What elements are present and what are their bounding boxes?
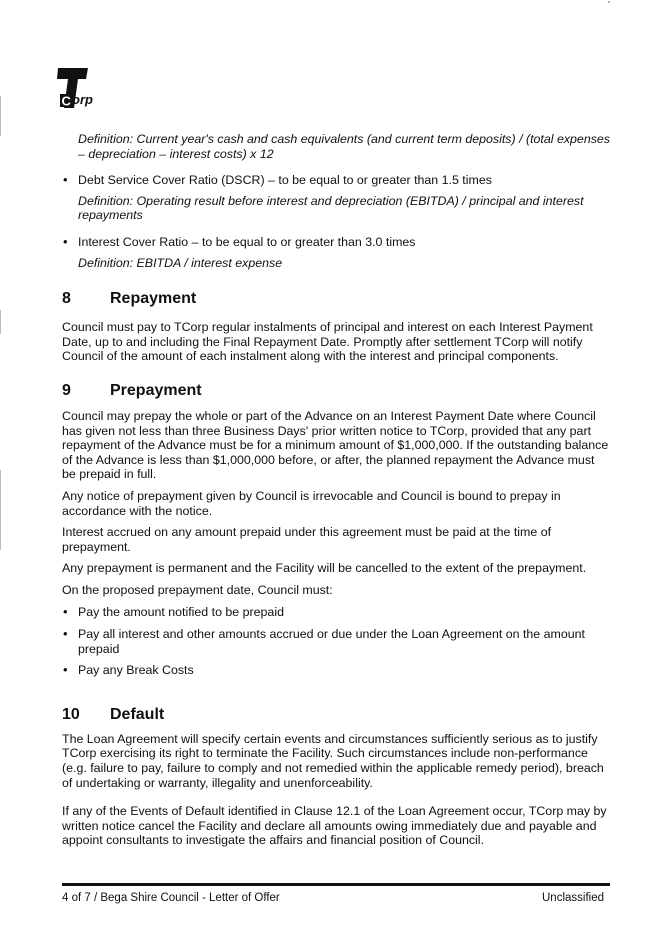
definition-dscr: Definition: Operating result before interest and depreciation (EBITDA) / principal and interest repayments [78,193,584,223]
definition-cash-ratio: Definition: Current year's cash and cash equivalents (and current term deposits) / (total expenses – depreciation – interest costs) x 12 [78,132,610,161]
tcorp-logo [54,66,104,110]
repayment-paragraph: Council must pay to TCorp regular instalments of principal and interest on each Interest Payment Date, up to and including the Final Repayment Date. Promptly after settlement TCorp will notify Council of the amount of each instalment along with the interest and principal components. [62,320,593,364]
logo-text: orp [72,92,93,107]
prepayment-paragraph-2: Any notice of prepayment given by Council is irrevocable and Council is bound to prepay in accordance with the notice. [62,488,561,518]
margin-mark [0,96,1,136]
heading-default [62,706,610,724]
bullet-interest-cover: • Interest Cover Ratio – to be equal to or greater than 3.0 times [62,235,610,250]
footer-page-info: 4 of 7 / Bega Shire Council - Letter of Offer [62,892,280,904]
svg-text:C: C [61,93,71,109]
section-number: 10 [62,705,80,723]
prepayment-paragraph-4: Any prepayment is permanent and the Facility will be cancelled to the extent of the prepayment. [62,561,587,576]
footer-classification: Unclassified [542,892,604,904]
bullet-break-costs: • Pay any Break Costs [62,663,610,678]
default-paragraph-1: The Loan Agreement will specify certain events and circumstances sufficiently serious as to justify TCorp exercising its right to terminate the Facility. Such circumstances include non-performance (e.g. failure to pay, failure to comply and not remedied within the applicable remedy period), breach of undertaking or warranty, illegality and unenforceability. [62,731,604,790]
page-footer [62,892,604,904]
prepayment-paragraph-5: On the proposed prepayment date, Council must: [62,582,333,597]
prepayment-paragraph-3: Interest accrued on any amount prepaid under this agreement must be paid at the time of prepayment. [62,525,552,554]
bullet-dscr: • Debt Service Cover Ratio (DSCR) – to be equal to or greater than 1.5 times [62,173,610,188]
page-content [62,132,610,848]
footer-divider [62,883,610,886]
section-title: Repayment [110,290,197,308]
section-title: Prepayment [110,381,202,399]
section-number: 8 [62,290,71,308]
bullet-pay-amount: • Pay the amount notified to be prepaid [62,605,610,620]
prepayment-paragraph-1: Council may prepay the whole or part of the Advance on an Interest Payment Date where Council has given not less than three Business Days' prior written notice to TCorp, provided that any part repayment of the Advance must be for a minimum amount of $1,000,000. If the outstanding balance of the Advance is less than $1,000,000 before, or after, the planned repayment the Advance must be prepaid in full. [62,408,609,482]
margin-mark [0,470,1,550]
margin-mark [0,310,1,334]
definition-interest-cover: Definition: EBITDA / interest expense [78,255,283,270]
heading-prepayment [62,382,610,400]
section-title: Default [110,705,165,723]
bullet-pay-interest: • Pay all interest and other amounts accrued or due under the Loan Agreement on the amount prepaid [62,627,610,656]
corner-mark: ' [608,0,610,11]
heading-repayment [62,290,610,308]
default-paragraph-2: If any of the Events of Default identified in Clause 12.1 of the Loan Agreement occur, TCorp may by written notice cancel the Facility and declare all amounts owing immediately due and payable and appoint consultants to investigate the affairs and financial position of Council. [62,804,607,848]
section-number: 9 [62,381,71,399]
